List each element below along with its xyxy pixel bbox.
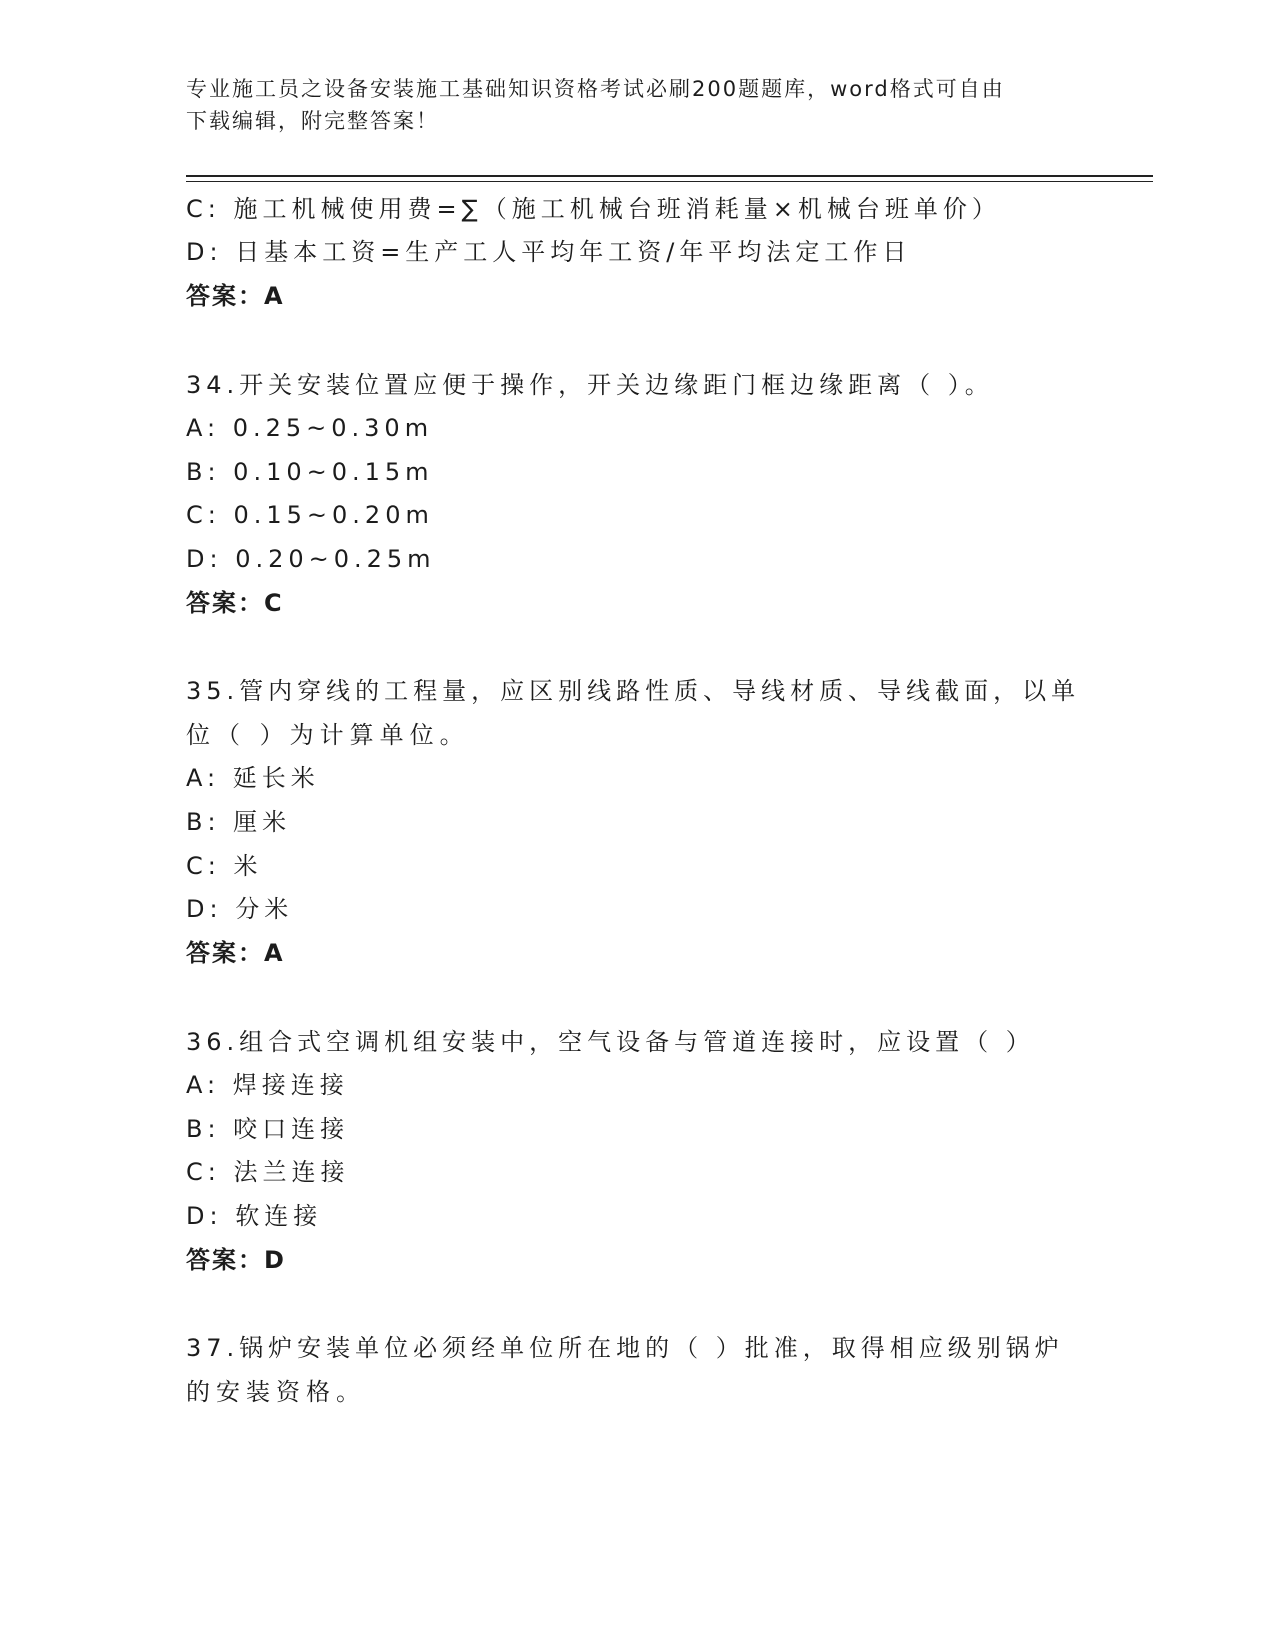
q35-option-b: B: 厘米: [186, 808, 292, 836]
header-line-1: 专业施工员之设备安装施工基础知识资格考试必刷200题题库，word格式可自由: [186, 77, 1005, 101]
q35-option-d: D: 分米: [186, 895, 294, 923]
q34-option-a: A: 0.25~0.30m: [186, 414, 434, 442]
q36-option-d: D: 软连接: [186, 1202, 323, 1230]
q36-answer: 答案：D: [186, 1246, 286, 1274]
q34-answer: 答案：C: [186, 589, 284, 617]
q34-option-c: C: 0.15~0.20m: [186, 501, 434, 529]
q34-question: 34.开关安装位置应便于操作，开关边缘距门框边缘距离（ ）。: [186, 371, 994, 399]
q34-option-d: D: 0.20~0.25m: [186, 545, 436, 573]
header-rule-thin: [186, 181, 1153, 182]
q35-option-c: C: 米: [186, 852, 263, 880]
q35-answer: 答案：A: [186, 939, 285, 967]
header-rule-thick: [186, 175, 1153, 177]
q35-option-a: A: 延长米: [186, 764, 320, 792]
q36-option-a: A: 焊接连接: [186, 1071, 349, 1099]
q33-option-c: C: 施工机械使用费=∑（施工机械台班消耗量×机械台班单价）: [186, 195, 1001, 223]
document-header: [186, 73, 1076, 137]
q34-option-b: B: 0.10~0.15m: [186, 458, 434, 486]
header-line-2: 下载编辑，附完整答案！: [186, 109, 439, 133]
q37-question-line-1: 37.锅炉安装单位必须经单位所在地的（ ）批准，取得相应级别锅炉: [186, 1334, 1064, 1362]
q36-question: 36.组合式空调机组安装中，空气设备与管道连接时，应设置（ ）: [186, 1028, 1035, 1056]
q36-option-c: C: 法兰连接: [186, 1158, 350, 1186]
q36-option-b: B: 咬口连接: [186, 1115, 350, 1143]
q35-question-line-2: 位（ ）为计算单位。: [186, 721, 470, 749]
q35-question-line-1: 35.管内穿线的工程量，应区别线路性质、导线材质、导线截面，以单: [186, 677, 1081, 705]
q33-answer: 答案：A: [186, 282, 285, 310]
q37-question-line-2: 的安装资格。: [186, 1378, 366, 1406]
q33-option-d: D: 日基本工资=生产工人平均年工资/年平均法定工作日: [186, 238, 912, 266]
